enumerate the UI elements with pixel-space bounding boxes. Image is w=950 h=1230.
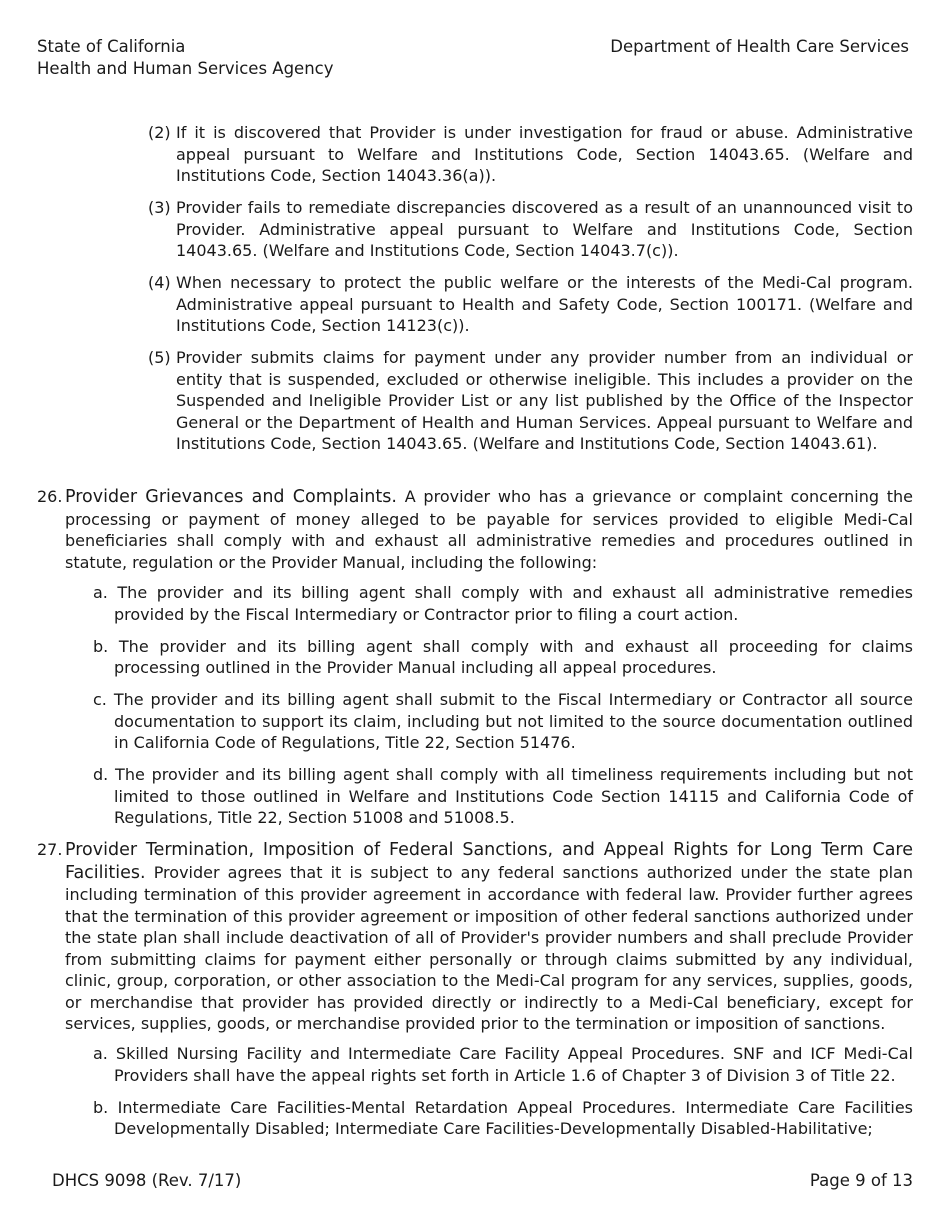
form-number: DHCS 9098 (Rev. 7/17) xyxy=(52,1171,242,1190)
section-27-subitems xyxy=(93,1043,913,1150)
section-number: 26. xyxy=(37,487,63,506)
list-item: a. Skilled Nursing Facility and Intermediate Care Facility Appeal Procedures. SNF and ICF Medi-Cal Providers shall have the appeal rights set forth in Article 1.6 of Chapter 3 of Division 3 of Title 22. xyxy=(93,1044,913,1085)
list-item: a. The provider and its billing agent shall comply with and exhaust all administrative remedies provided by the Fiscal Intermediary or Contractor prior to filing a court action. xyxy=(93,583,913,624)
list-item-number: (3) xyxy=(148,198,171,217)
list-item-number: (4) xyxy=(148,273,171,292)
list-item-number: (5) xyxy=(148,348,171,367)
nested-list xyxy=(148,122,913,465)
section-heading: Provider Termination, Imposition of Federal Sanctions, and Appeal Rights for Long Term Care Facilities. xyxy=(65,840,913,883)
section-body: Provider agrees that it is subject to any federal sanctions authorized under the state plan including termination of this provider agreement in accordance with federal law. Provider further agrees that the termination of this provider agreement or imposition of other federal sanctions authorized under the state plan shall include deactivation of all of Provider's provider numbers and shall preclude Provider from submitting claims for payment either personally or through claims submitted by any individual, clinic, group, corporation, or other association to the Medi-Cal program for any services, supplies, goods, or merchandise that provider has provided directly or indirectly to a Medi-Cal beneficiary, except for services, supplies, goods, or merchandise provided prior to the termination or imposition of sanctions. xyxy=(65,862,913,1033)
list-item-text: Provider submits claims for payment under any provider number from an individual or entity that is suspended, excluded or otherwise ineligible. This includes a provider on the Suspended and Ineligible Provider List or any list published by the Office of the Inspector General or the Department of Health and Human Services. Appeal pursuant to Welfare and Institutions Code, Section 14043.65. (Welfare and Institutions Code, Section 14043.61). xyxy=(176,348,913,453)
list-item xyxy=(148,197,913,262)
section-26-subitems xyxy=(93,582,913,839)
section-body: A provider who has a grievance or complaint concerning the processing or payment of money alleged to be payable for services provided to eligible Medi-Cal beneficiaries shall comply with and exhaust all administrative remedies and procedures outlined in statute, regulation or the Provider Manual, including the following: xyxy=(65,487,914,572)
list-item xyxy=(148,347,913,455)
list-item xyxy=(148,122,913,187)
list-item xyxy=(148,272,913,337)
section-paragraph xyxy=(37,486,913,573)
list-item-text: If it is discovered that Provider is under investigation for fraud or abuse. Administrative appeal pursuant to Welfare and Institutions Code, Section 14043.65. (Welfare and Institutions Code, Section 14043.36(a)). xyxy=(176,123,913,185)
section-26 xyxy=(37,486,913,573)
list-item-number: (2) xyxy=(148,123,171,142)
section-paragraph xyxy=(37,839,913,1035)
header-department: Department of Health Care Services xyxy=(610,37,909,56)
list-item: d. The provider and its billing agent shall comply with all timeliness requirements including but not limited to those outlined in Welfare and Institutions Code Section 14115 and California Code of Regulations, Title 22, Section 51008 and 51008.5. xyxy=(93,765,913,827)
header-state: State of California xyxy=(37,37,186,56)
section-number: 27. xyxy=(37,840,63,859)
page-number: Page 9 of 13 xyxy=(809,1171,913,1190)
header-agency xyxy=(37,36,334,80)
list-item: b. Intermediate Care Facilities-Mental Retardation Appeal Procedures. Intermediate Care Facilities Developmentally Disabled; Intermediate Care Facilities-Developmentally Disabled-Habilitative; xyxy=(93,1097,913,1138)
header-agency-name: Health and Human Services Agency xyxy=(37,59,334,78)
section-27 xyxy=(37,839,913,1035)
section-heading: Provider Grievances and Complaints. xyxy=(65,487,397,507)
list-item: b. The provider and its billing agent shall comply with and exhaust all proceeding for claims processing outlined in the Provider Manual including all appeal procedures. xyxy=(93,636,913,677)
list-item: c. The provider and its billing agent shall submit to the Fiscal Intermediary or Contractor all source documentation to support its claim, including but not limited to the source documentation outlined in California Code of Regulations, Title 22, Section 51476. xyxy=(93,690,913,752)
list-item-text: When necessary to protect the public welfare or the interests of the Medi-Cal program. Administrative appeal pursuant to Health and Safety Code, Section 100171. (Welfare and Institutions Code, Section 14123(c)). xyxy=(176,273,913,335)
list-item-text: Provider fails to remediate discrepancies discovered as a result of an unannounced visit to Provider. Administrative appeal pursuant to Welfare and Institutions Code, Section 14043.65. (Welfare and Institutions Code, Section 14043.7(c)). xyxy=(176,198,913,260)
